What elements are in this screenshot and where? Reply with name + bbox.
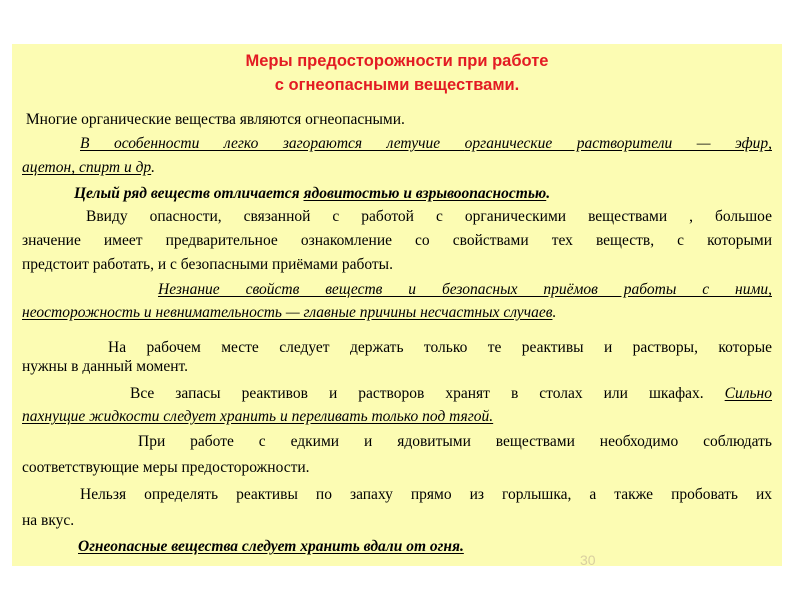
paragraph-5-line-1: Незнание свойств веществ и безопасных приёмов работы с ними, — [158, 281, 772, 298]
paragraph-4-line-1: Ввиду опасности, связанной с работой с органическими веществами , большое — [86, 208, 772, 225]
paragraph-8-line-1: При работе с едкими и ядовитыми веществами необходимо соблюдать — [138, 433, 772, 450]
p2-text-b: органические растворители — эфир, — [464, 135, 772, 152]
p2-text-d: . — [151, 159, 156, 176]
paragraph-9-line-1: Нельзя определять реактивы по запаху прямо из горлышка, а также пробовать их — [80, 486, 772, 503]
paragraph-6-line-2: нужны в данный момент. — [22, 358, 188, 375]
p2-text-c: ацетон, спирт и др — [22, 159, 152, 176]
paragraph-4-line-3: предстоит работать, и с безопасными приёмами работы. — [22, 256, 393, 273]
paragraph-2-line-2 — [22, 158, 772, 178]
p10-text: Огнеопасные вещества следует хранить вдали от огня. — [78, 538, 464, 555]
p3-text-a: Целый ряд веществ отличается — [74, 185, 300, 202]
paragraph-6-line-1: На рабочем месте следует держать только те реактивы и растворы, которые — [108, 339, 772, 356]
slide-title-line-1: Меры предосторожности при работе — [245, 52, 549, 70]
paragraph-1-text: Многие органические вещества являются огнеопасными. — [25, 111, 405, 128]
paragraph-8-line-2: соответствующие меры предосторожности. — [22, 459, 310, 476]
p7-text-b: Сильно — [724, 385, 772, 402]
bullet-row-2 — [22, 316, 772, 336]
p2-text-a: В особенности легко загораются летучие — [80, 135, 465, 152]
paragraph-7-line-1 — [130, 384, 772, 404]
slide — [12, 44, 782, 566]
paragraph-7-line-2: пахнущие жидкости следует хранить и переливать только под тягой. — [22, 408, 494, 425]
slide-title-line-2: с огнеопасными веществами. — [274, 76, 520, 94]
paragraph-4-line-2: значение имеет предварительное ознакомление со свойствами тех веществ, с которыми — [22, 232, 772, 249]
paragraph-1 — [22, 110, 772, 130]
paragraph-10 — [78, 537, 800, 557]
p5-text-a: неосторожность и невнимательность — главные причины несчастных случаев — [22, 304, 553, 321]
paragraph-9-line-2: на вкус. — [22, 512, 75, 529]
paragraph-3 — [74, 184, 800, 204]
p5-text-b: . — [552, 304, 557, 321]
p3-text-c: ядовитостью и взрывоопасностью — [303, 185, 547, 202]
page-number: 30 — [580, 552, 596, 568]
p7-text-a: Все запасы реактивов и растворов хранят в столах или шкафах. — [130, 385, 725, 402]
paragraph-2-line-1 — [80, 134, 772, 154]
p3-text-d: . — [546, 185, 551, 202]
